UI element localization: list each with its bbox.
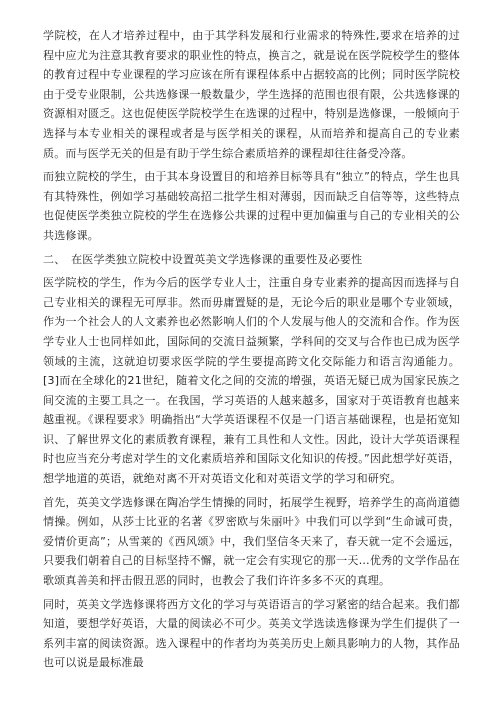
section-heading: 二、 在医学类独立院校中设置英美文学选修课的重要性及必要性 bbox=[43, 252, 363, 266]
paragraph-independent-colleges: 而独立院校的学生，由于其本身设置目的和培养目标等具有“独立”的特点，学生也具有其特殊性，例如学习基础较高招二批学生相对薄弱，因而缺乏自信等等，这些特点也促使医学类独立院校的学生在选修公共课的过程中更加偏重与自己的专业相关的公共选修课。 bbox=[43, 170, 460, 242]
paragraph-humanities-literacy: 医学院校的学生，作为今后的医学专业人士，注重自身专业素养的提高因而选择与自己专业相关的课程无可厚非。然而毋庸置疑的是，无论今后的职业是哪个专业领域，作为一个社会人的人文素养也必然影响人们的个人发展与他人的交流和合作。作为医学专业人士也同样如此，国际间的交流日益频繁，学科间的交叉与合作也已成为医学领域的主流，这就迫切要求医学院的学生要提高跨文化交际能力和语言沟通能力。[3]而在全球化的21世纪，随着文化之间的交流的增强，英语无疑已成为国家民族之间交流的主要工具之一。在我国，学习英语的人越来越多，国家对于英语教育也越来越重视。《课程要求》明确指出“大学英语课程不仅是一门语言基础课程，也是拓宽知识、了解世界文化的素质教育课程，兼有工具性和人文性。因此，设计大学英语课程时也应当充分考虑对学生的文化素质培养和国际文化知识的传授。”因此想学好英语，想学地道的英语，就绝对离不开对英语文化和对英语文学的学习和研究。 bbox=[43, 276, 460, 486]
paragraph-language-culture: 同时，英美文学选修课将西方文化的学习与英语语言的学习紧密的结合起来。我们都知道，要想学好英语，大量的阅读必不可少。英美文学选读选修课为学生们提供了一系列丰富的阅读资源。选入课程中的作者均为英美历史上颇具影响力的人物，其作品也可以说是最标准最 bbox=[43, 597, 460, 670]
paragraph-curriculum-structure: 学院校，在人才培养过程中，由于其学科发展和行业需求的特殊性,要求在培养的过程中应尤为注意其教育要求的职业性的特点，换言之，就是说在医学院校学生的整体的教育过程中专业课程的学习应该在所有课程体系中占据较高的比例；同时医学院校由于受专业限制，公共选修课一般数量少，学生选择的范围也很有限，公共选修课的资源相对匮乏。这也促使医学院校学生在选课的过程中，特别是选修课，一般倾向于选择与本专业相关的课程或者是与医学相关的课程，从而培养和提高自己的专业素质。而与医学无关的但是有助于学生综合素质培养的课程却往往备受冷落。 bbox=[43, 29, 460, 160]
paragraph-moral-cultivation: 首先，英美文学选修课在陶冶学生情操的同时，拓展学生视野，培养学生的高尚道德情操。例如，从莎士比亚的名著《罗密欧与朱丽叶》中我们可以学到“生命诚可贵，爱情价更高”；从雪莱的《西风颂》中，我们坚信冬天来了，春天就一定不会遥远，只要我们朝着自己的目标坚持不懈，就一定会有实现它的那一天…优秀的文学作品在歌颂真善美和抨击假丑恶的同时，也教会了我们许许多多不灭的真理。 bbox=[43, 495, 460, 588]
